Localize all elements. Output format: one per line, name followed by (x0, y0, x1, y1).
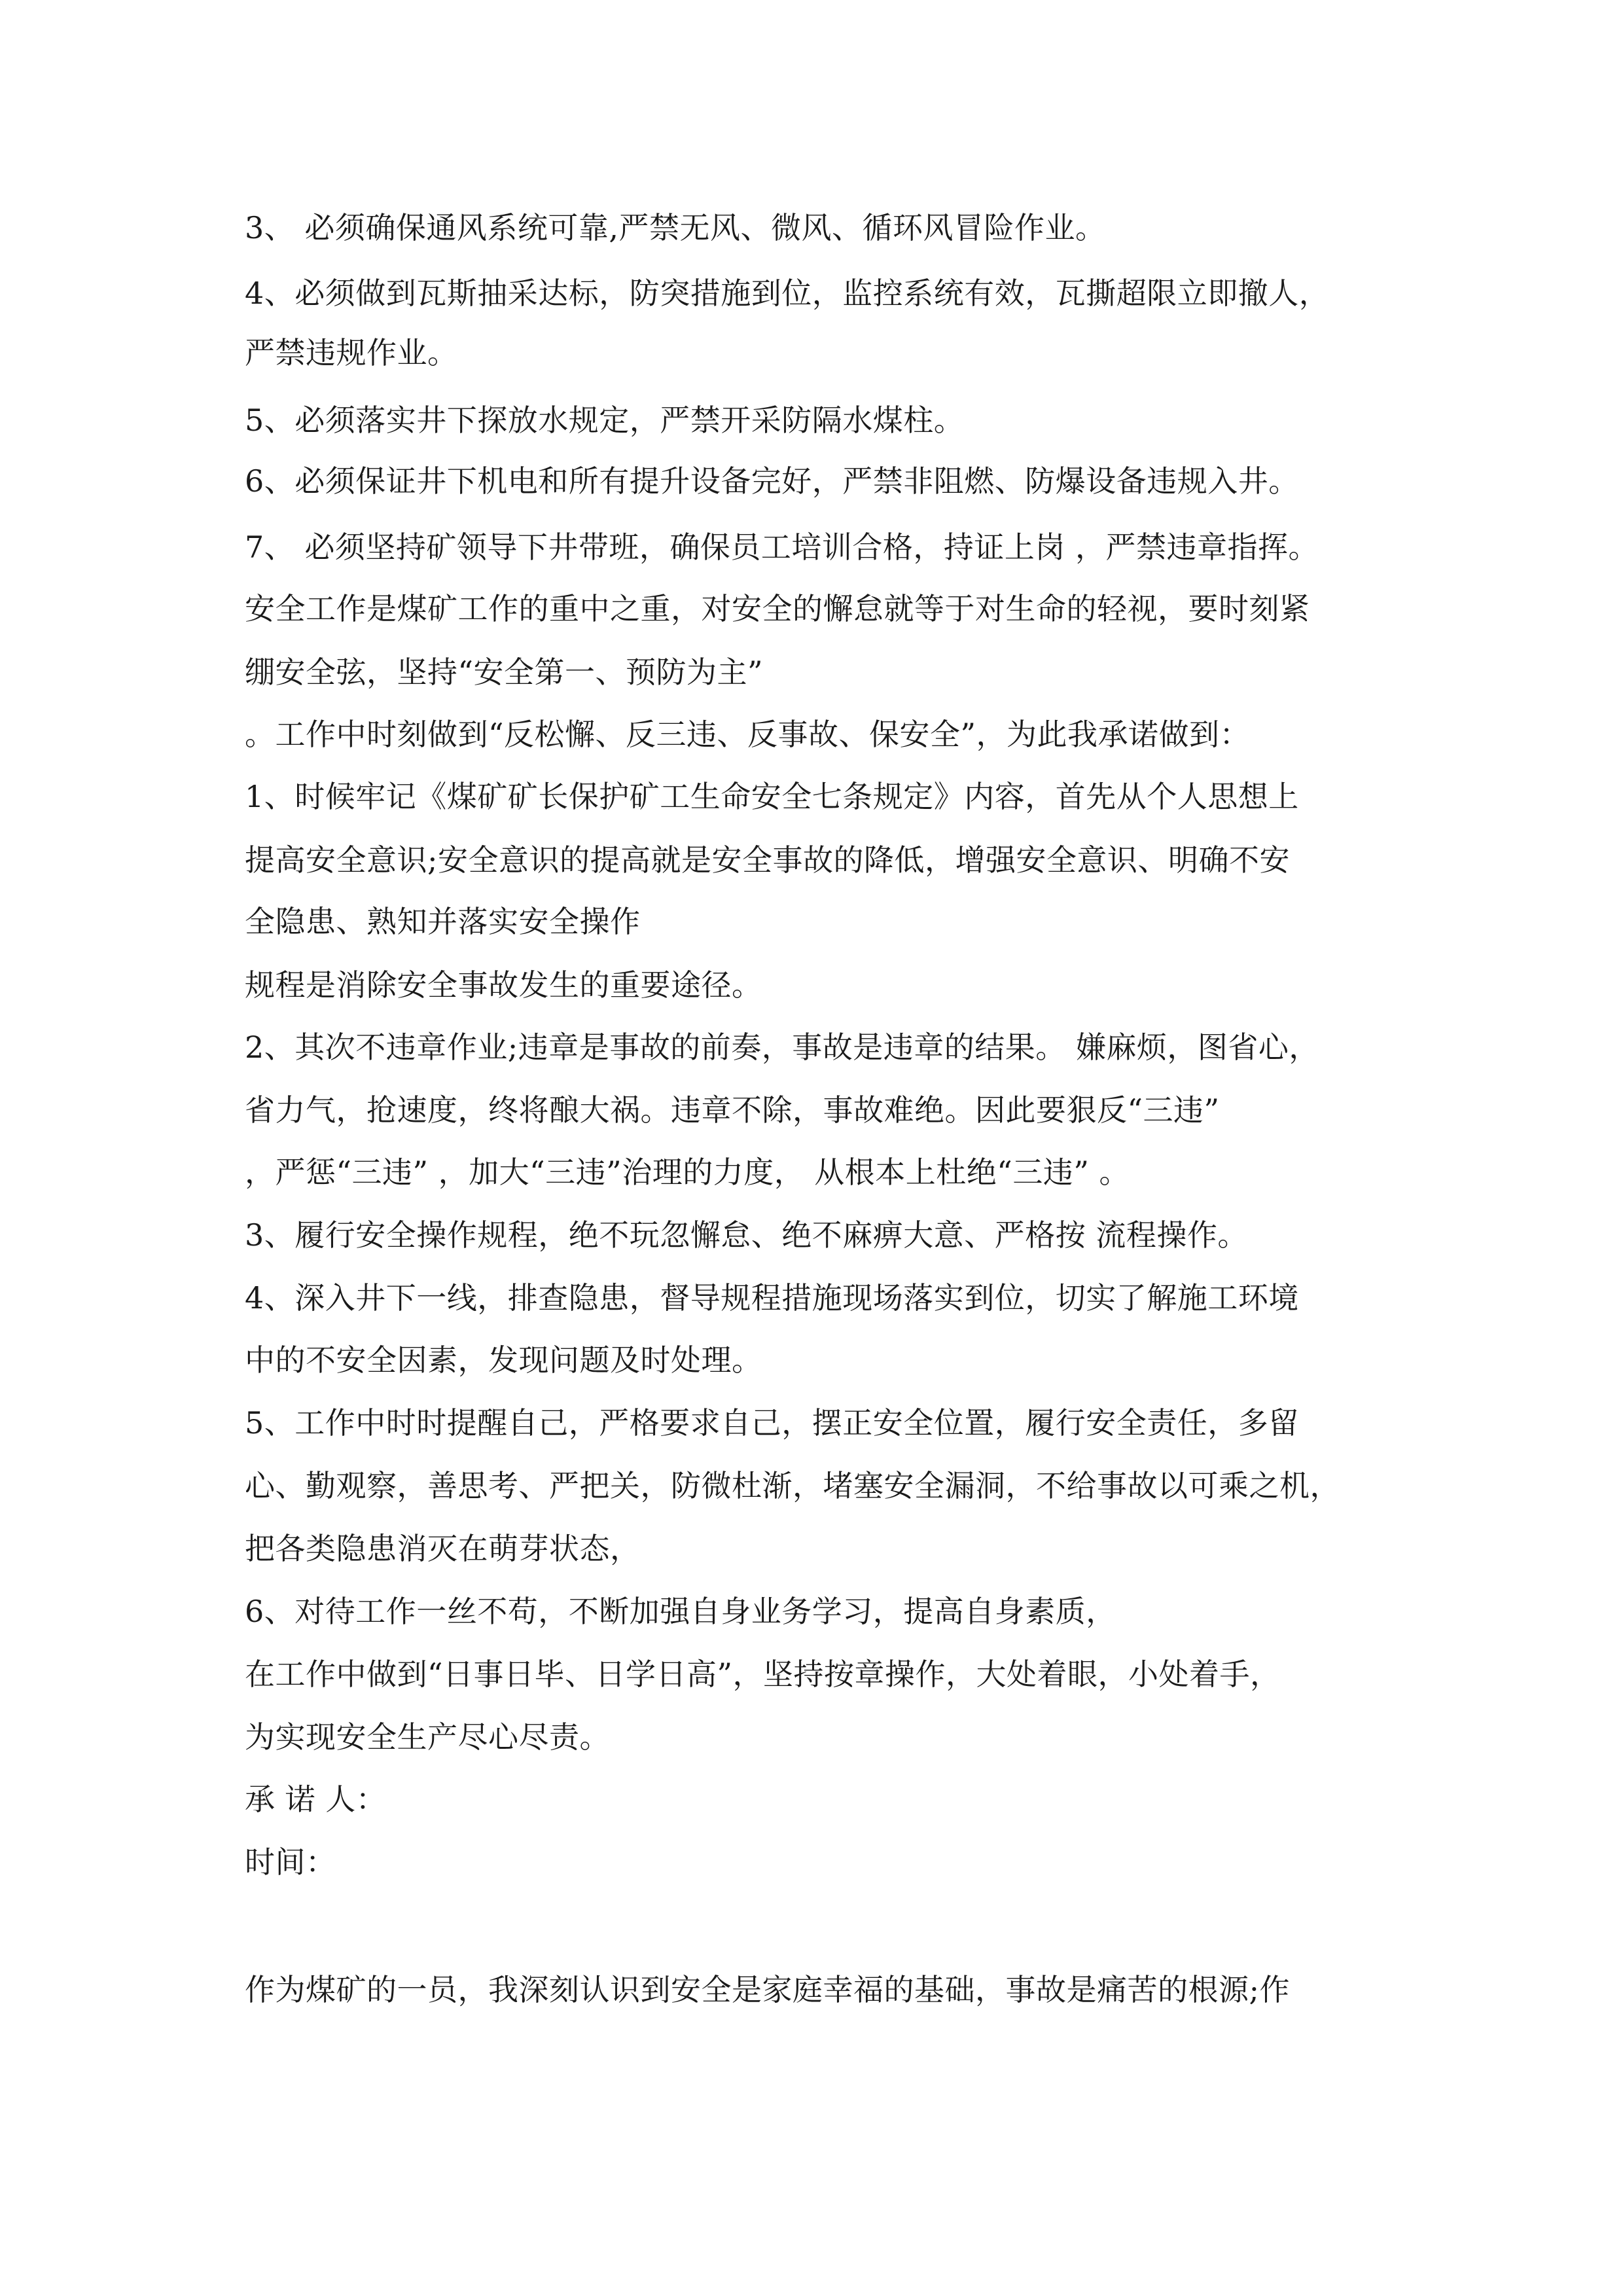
text-line: 2、其次不违章作业;违章是事故的前奏，事故是违章的结果。 嫌麻烦，图省心， (245, 1030, 1319, 1065)
text-line: 规程是消除安全事故发生的重要途径。 (245, 967, 762, 1003)
text-line: 提高安全意识;安全意识的提高就是安全事故的降低，增强安全意识、明确不安 (245, 842, 1290, 878)
text-line: 6、必须保证井下机电和所有提升设备完好，严禁非阻燃、防爆设备违规入井。 (245, 463, 1299, 499)
text-line: ，严惩“三违” ，加大“三违”治理的力度， 从根本上杜绝“三违” 。 (245, 1155, 1130, 1190)
text-line: 6、对待工作一丝不苟，不断加强自身业务学习，提高自身素质， (245, 1594, 1116, 1629)
signatory-label: 承 诺 人： (245, 1782, 387, 1817)
text-line: 3、履行安全操作规程，绝不玩忽懈怠、绝不麻痹大意、严格按 流程操作。 (245, 1217, 1248, 1253)
text-line: 4、深入井下一线，排查隐患，督导规程措施现场落实到位，切实了解施工环境 (245, 1280, 1299, 1316)
text-line: 全隐患、熟知并落实安全操作 (245, 904, 641, 939)
text-line: 绷安全弦，坚持“安全第一、预防为主” (245, 655, 764, 690)
text-line: 4、必须做到瓦斯抽采达标，防突措施到位，监控系统有效，瓦撕超限立即撤人， (245, 276, 1330, 311)
text-line: 1、时候牢记《煤矿矿长保护矿工生命安全七条规定》内容，首先从个人思想上 (245, 779, 1299, 814)
text-line: 3、 必须确保通风系统可靠,严禁无风、微风、循环风冒险作业。 (245, 210, 1106, 245)
text-line: 心、勤观察，善思考、严把关，防微杜渐，堵塞安全漏洞，不给事故以可乘之机， (245, 1468, 1340, 1503)
text-line: 省力气，抢速度，终将酿大祸。违章不除，事故难绝。因此要狠反“三违” (245, 1092, 1220, 1128)
text-line: 在工作中做到“日事日毕、日学日高”，坚持按章操作，大处着眼，小处着手， (245, 1657, 1281, 1692)
text-line: 7、 必须坚持矿领导下井带班，确保员工培训合格，持证上岗 ，严禁违章指挥。 (245, 529, 1319, 565)
text-line: 。工作中时刻做到“反松懈、反三违、反事故、保安全”，为此我承诺做到： (245, 717, 1251, 752)
text-line: 5、工作中时时提醒自己，严格要求自己，摆正安全位置，履行安全责任，多留 (245, 1405, 1299, 1441)
date-label: 时间： (245, 1844, 336, 1880)
text-line: 严禁违规作业。 (245, 335, 458, 370)
text-line: 5、必须落实井下探放水规定，严禁开采防隔水煤柱。 (245, 403, 965, 438)
text-line: 把各类隐患消灭在萌芽状态， (245, 1531, 641, 1566)
text-line: 为实现安全生产尽心尽责。 (245, 1719, 610, 1755)
text-line: 安全工作是煤矿工作的重中之重，对安全的懈怠就等于对生命的轻视，要时刻紧 (245, 591, 1310, 626)
text-line: 中的不安全因素，发现问题及时处理。 (245, 1342, 762, 1378)
text-line: 作为煤矿的一员，我深刻认识到安全是家庭幸福的基础，事故是痛苦的根源;作 (245, 1972, 1290, 2007)
